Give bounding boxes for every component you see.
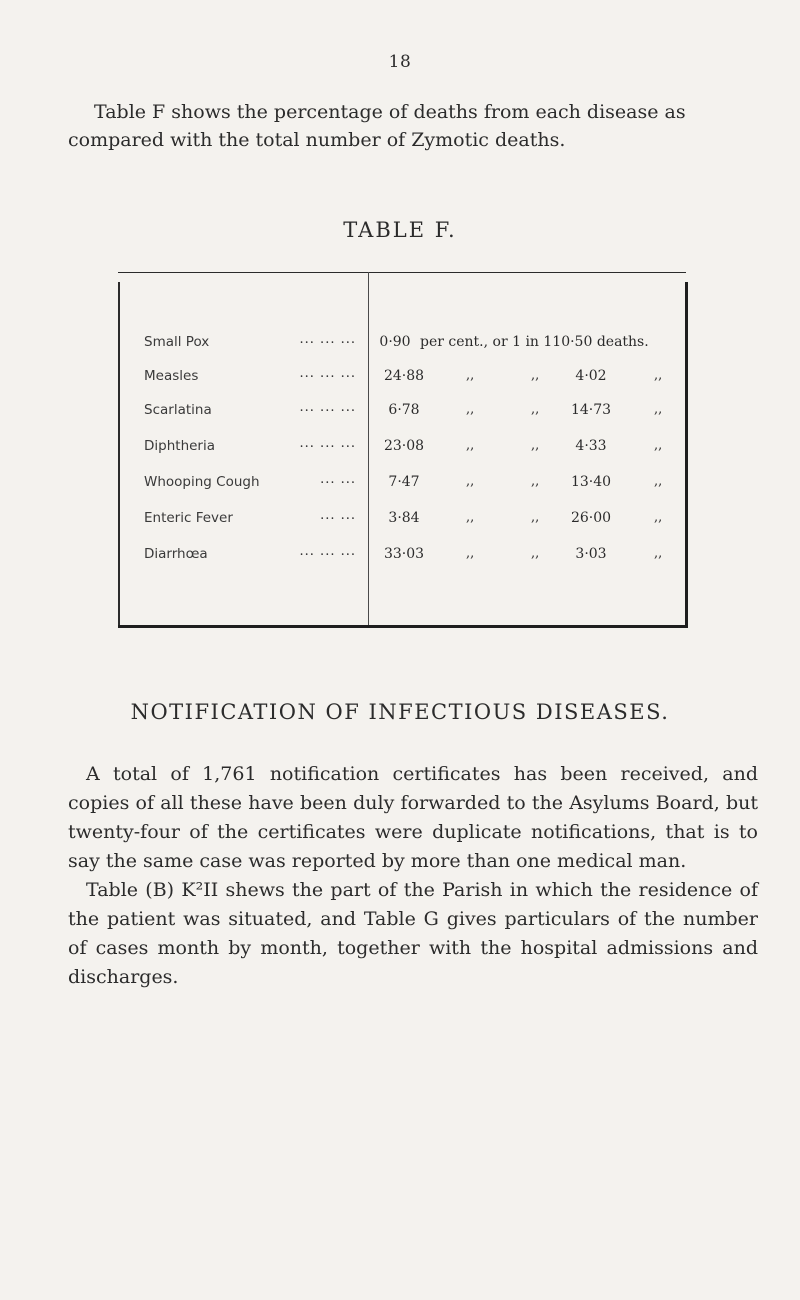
disease-name: Diphtheria (144, 438, 216, 454)
ratio-value: 3·03 (575, 546, 607, 562)
ditto-mark: ,, (466, 510, 475, 525)
body-paragraph: Table (B) K²II shews the part of the Parish in which the residence of the patient was situated, and Table G gives particulars of the number of cases month by month, together with the hospital admissions and discharges. (68, 879, 758, 988)
table-title: TABLE F. (343, 218, 457, 242)
row-description: per cent., or 1 in 110·50 deaths. (420, 334, 649, 350)
section-heading: NOTIFICATION OF INFECTIOUS DISEASES. (130, 700, 670, 724)
table-row (118, 438, 688, 466)
table-row (118, 402, 688, 430)
percent-value: 23·08 (383, 438, 425, 454)
table-row (118, 546, 688, 574)
table-f (118, 272, 688, 628)
intro-paragraph: Table F shows the percentage of deaths from each disease as compared with the total number of Zymotic deaths. (68, 101, 686, 151)
ditto-mark: ,, (654, 474, 663, 489)
ditto-mark: ,, (531, 368, 540, 383)
leader-dots: ... ... ... (299, 544, 356, 559)
disease-name: Diarrhœa (144, 546, 208, 562)
ditto-mark: ,, (654, 546, 663, 561)
ratio-value: 13·40 (570, 474, 612, 490)
page-number: 18 (388, 52, 412, 72)
leader-dots: ... ... ... (299, 332, 356, 347)
disease-name: Scarlatina (144, 402, 212, 418)
ditto-mark: ,, (531, 474, 540, 489)
table-rule-bottom (118, 625, 688, 628)
ditto-mark: ,, (654, 368, 663, 383)
disease-name: Whooping Cough (144, 474, 260, 490)
ditto-mark: ,, (531, 438, 540, 453)
ditto-mark: ,, (466, 368, 475, 383)
ratio-value: 26·00 (570, 510, 612, 526)
ratio-value: 14·73 (570, 402, 612, 418)
ditto-mark: ,, (531, 546, 540, 561)
ditto-mark: ,, (654, 510, 663, 525)
percent-value: 6·78 (388, 402, 420, 418)
percent-value: 0·90 (379, 334, 411, 350)
ditto-mark: ,, (531, 402, 540, 417)
ditto-mark: ,, (466, 438, 475, 453)
table-row (118, 368, 688, 396)
ditto-mark: ,, (466, 402, 475, 417)
percent-value: 33·03 (383, 546, 425, 562)
percent-value: 3·84 (388, 510, 420, 526)
leader-dots: ... ... (320, 508, 356, 523)
ratio-value: 4·33 (575, 438, 607, 454)
body-paragraph: A total of 1,761 notification certificates has been received, and copies of all these have been duly forwarded to the Asylums Board, but twenty-four of the certificates were duplicate notifications, that is to say the same case was reported by more than one medical man. (68, 763, 758, 872)
ditto-mark: ,, (466, 474, 475, 489)
leader-dots: ... ... ... (299, 436, 356, 451)
leader-dots: ... ... (320, 472, 356, 487)
ratio-value: 4·02 (575, 368, 607, 384)
ditto-mark: ,, (654, 402, 663, 417)
leader-dots: ... ... ... (299, 400, 356, 415)
leader-dots: ... ... ... (299, 366, 356, 381)
table-rule-top (118, 272, 686, 273)
disease-name: Enteric Fever (144, 510, 233, 526)
table-row (118, 510, 688, 538)
table-row (118, 334, 688, 362)
percent-value: 7·47 (388, 474, 420, 490)
table-row (118, 474, 688, 502)
disease-name: Measles (144, 368, 199, 384)
ditto-mark: ,, (466, 546, 475, 561)
percent-value: 24·88 (383, 368, 425, 384)
disease-name: Small Pox (144, 334, 210, 350)
ditto-mark: ,, (531, 510, 540, 525)
ditto-mark: ,, (654, 438, 663, 453)
